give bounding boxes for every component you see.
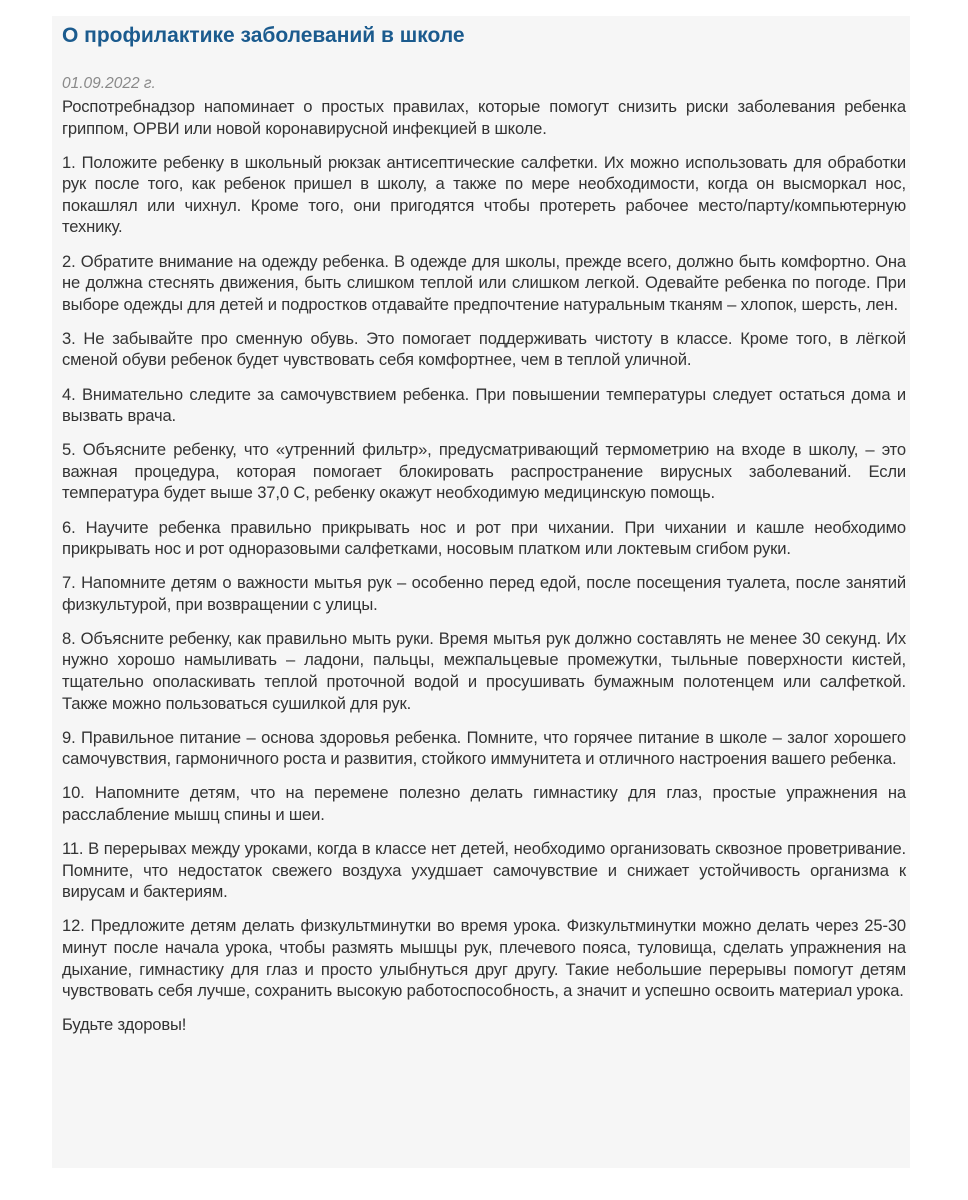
article (52, 16, 910, 1168)
paragraph-intro: Роспотребнадзор напоминает о простых правилах, которые помогут снизить риски заболевания ребенка гриппом, ОРВИ или новой коронавирусной инфекцией в школе. (62, 97, 906, 138)
article-date: 01.09.2022 г. (62, 75, 156, 92)
paragraph: 3. Не забывайте про сменную обувь. Это помогает поддерживать чистоту в классе. Кроме того, в лёгкой сменой обуви ребенок будет чувствовать себя комфортнее, чем в теплой уличной. (62, 328, 906, 370)
paragraph: 11. В перерывах между уроками, когда в классе нет детей, необходимо организовать сквозное проветривание. Помните, что недостаток свежего воздуха ухудшает самочувствие и снижает устойчивость организма к вирусам и бактериям. (62, 839, 906, 902)
paragraph: 4. Внимательно следите за самочувствием ребенка. При повышении температуры следует остаться дома и вызвать врача. (62, 384, 906, 426)
paragraph: 1. Положите ребенку в школьный рюкзак антисептические салфетки. Их можно использовать для обработки рук после того, как ребенок пришел в школу, а также по мере необходимости, когда он высморкал нос, покашлял или чихнул. Кроме того, они пригодятся чтобы протереть рабочее место/парту/компьютерную технику. (62, 152, 906, 237)
closing-line: Будьте здоровы! (62, 1015, 187, 1035)
paragraph: 5. Объясните ребенку, что «утренний фильтр», предусматривающий термометрию на входе в школу, – это важная процедура, которая помогает блокировать распространение вирусных заболеваний. Если температура будет выше 37,0 С, ребенку окажут необходимую медицинскую помощь. (62, 440, 906, 503)
paragraph: 2. Обратите внимание на одежду ребенка. В одежде для школы, прежде всего, должно быть комфортно. Она не должна стеснять движения, быть слишком теплой или слишком легкой. Одевайте ребенка по погоде. При выборе одежды для детей и подростков отдавайте предпочтение натуральным тканям – хлопок, шерсть, лен. (62, 251, 906, 314)
paragraph: 6. Научите ребенка правильно прикрывать нос и рот при чихании. При чихании и кашле необходимо прикрывать нос и рот одноразовыми салфетками, носовым платком или локтевым сгибом руки. (62, 517, 906, 559)
paragraph: 9. Правильное питание – основа здоровья ребенка. Помните, что горячее питание в школе – залог хорошего самочувствия, гармоничного роста и развития, стойкого иммунитета и отличного настроения вашего ребенка. (62, 727, 906, 769)
article-title: О профилактике заболеваний в школе (62, 24, 465, 47)
paragraph: 7. Напомните детям о важности мытья рук – особенно перед едой, после посещения туалета, после занятий физкультурой, при возвращении с улицы. (62, 573, 906, 614)
paragraph: 10. Напомните детям, что на перемене полезно делать гимнастику для глаз, простые упражнения на расслабление мышц спины и шеи. (62, 783, 906, 825)
paragraph: 12. Предложите детям делать физкультминутки во время урока. Физкультминутки можно делать через 25-30 минут после начала урока, чтобы размять мышцы рук, плечевого пояса, туловища, сделать упражнения на дыхание, гимнастику для глаз и просто улыбнуться друг другу. Такие небольшие перерывы помогут детям чувствовать себя лучше, сохранить высокую работоспособность, а значит и успешно освоить материал урока. (62, 916, 906, 1001)
paragraph: 8. Объясните ребенку, как правильно мыть руки. Время мытья рук должно составлять не менее 30 секунд. Их нужно хорошо намыливать – ладони, пальцы, межпальцевые промежутки, тыльные поверхности кистей, тщательно ополаскивать теплой проточной водой и просушивать бумажным полотенцем или салфеткой. Также можно пользоваться сушилкой для рук. (62, 628, 906, 713)
article-body (62, 96, 906, 1036)
